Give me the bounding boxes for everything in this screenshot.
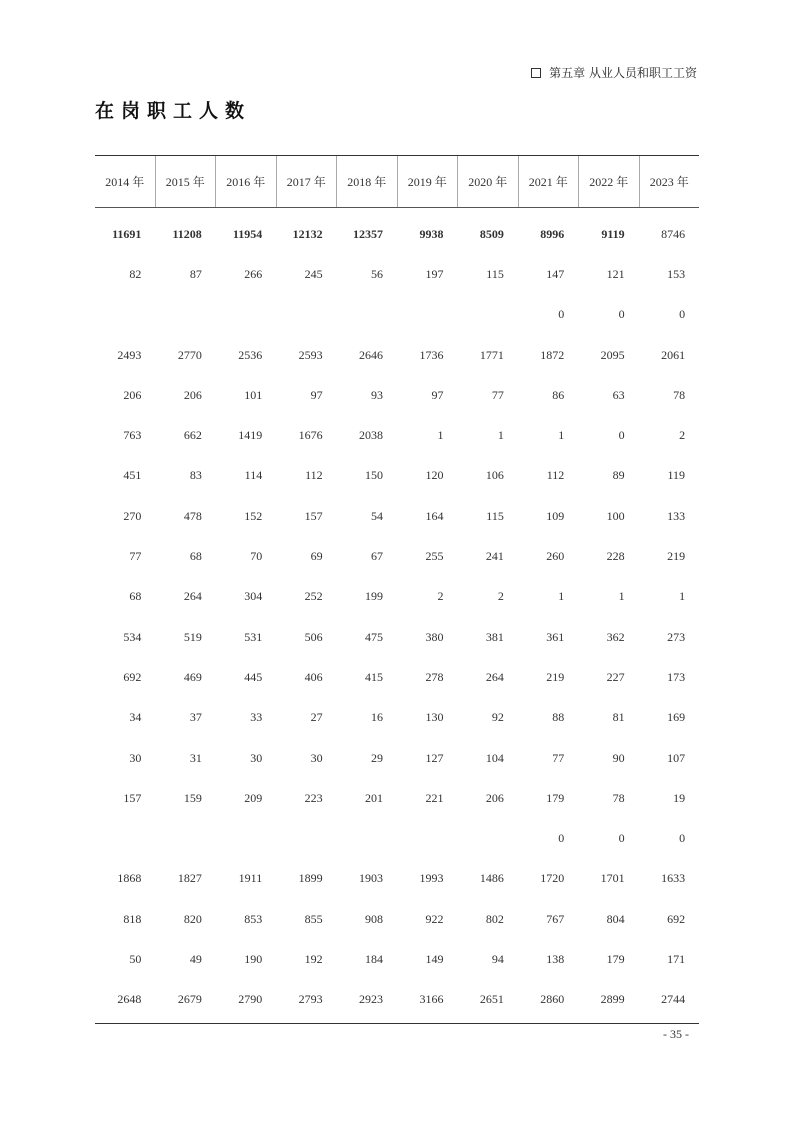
table-cell: 12132 xyxy=(292,226,323,241)
table-cell: 50 xyxy=(129,951,142,966)
table-cell: 209 xyxy=(244,790,263,805)
table-cell: 260 xyxy=(546,549,565,564)
table-row xyxy=(95,577,699,617)
table-cell: 252 xyxy=(304,589,323,604)
table-cell: 97 xyxy=(310,387,323,402)
table-cell: 169 xyxy=(667,710,686,725)
table-cell: 804 xyxy=(606,911,625,926)
table-cell: 1633 xyxy=(661,871,686,886)
table-cell: 33 xyxy=(250,710,263,725)
table-cell: 1899 xyxy=(298,871,323,886)
table-cell: 255 xyxy=(425,549,444,564)
table-row-total xyxy=(95,214,699,254)
table-cell: 415 xyxy=(365,669,384,684)
table-cell: 1911 xyxy=(238,871,263,886)
table-row xyxy=(95,415,699,455)
table-cell: 2 xyxy=(497,589,504,604)
table-cell: 519 xyxy=(183,629,202,644)
table-cell: 662 xyxy=(183,428,202,443)
chapter-title: 第五章 从业人员和职工工资 xyxy=(549,66,697,80)
table-cell: 179 xyxy=(546,790,565,805)
table-cell: 89 xyxy=(612,468,625,483)
table-cell: 190 xyxy=(244,951,263,966)
table-cell: 56 xyxy=(371,266,384,281)
table-cell: 763 xyxy=(123,428,142,443)
table-cell: 197 xyxy=(425,266,444,281)
table-cell: 362 xyxy=(606,629,625,644)
table-cell: 121 xyxy=(606,266,625,281)
table-cell: 692 xyxy=(123,669,142,684)
table-cell: 1872 xyxy=(540,347,565,362)
table-row xyxy=(95,939,699,979)
column-header-2015: 2015 年 xyxy=(155,156,216,207)
table-cell: 908 xyxy=(365,911,384,926)
table-cell: 2536 xyxy=(238,347,263,362)
table-bottom-rule xyxy=(95,1023,699,1024)
table-cell: 2790 xyxy=(238,992,263,1007)
table-cell: 0 xyxy=(558,307,565,322)
table-cell: 37 xyxy=(189,710,202,725)
table-cell: 206 xyxy=(485,790,504,805)
table-cell: 114 xyxy=(244,468,263,483)
table-cell: 1903 xyxy=(359,871,384,886)
table-cell: 2038 xyxy=(359,428,384,443)
table-cell: 107 xyxy=(667,750,686,765)
table-cell: 478 xyxy=(183,508,202,523)
table-cell: 30 xyxy=(250,750,263,765)
table-cell: 115 xyxy=(486,508,504,523)
table-cell: 445 xyxy=(244,669,263,684)
table-cell: 93 xyxy=(371,387,384,402)
table-cell: 119 xyxy=(667,468,686,483)
table-cell: 88 xyxy=(552,710,565,725)
table-cell: 2061 xyxy=(661,347,686,362)
table-cell: 227 xyxy=(606,669,625,684)
table-cell: 802 xyxy=(485,911,504,926)
table-row xyxy=(95,617,699,657)
table-cell: 506 xyxy=(304,629,323,644)
table-row xyxy=(95,375,699,415)
column-header-2017: 2017 年 xyxy=(276,156,337,207)
table-cell: 112 xyxy=(546,468,565,483)
table-cell: 11208 xyxy=(172,226,202,241)
table-cell: 54 xyxy=(371,508,384,523)
table-cell: 361 xyxy=(546,629,565,644)
table-cell: 12357 xyxy=(353,226,384,241)
table-cell: 853 xyxy=(244,911,263,926)
table-cell: 1 xyxy=(618,589,625,604)
table-cell: 2493 xyxy=(117,347,142,362)
table-cell: 767 xyxy=(546,911,565,926)
table-cell: 406 xyxy=(304,669,323,684)
table-cell: 270 xyxy=(123,508,142,523)
table-row xyxy=(95,738,699,778)
table-cell: 9119 xyxy=(601,226,625,241)
table-cell: 2095 xyxy=(600,347,625,362)
table-cell: 69 xyxy=(310,549,323,564)
table-cell: 68 xyxy=(189,549,202,564)
table-cell: 820 xyxy=(183,911,202,926)
table-cell: 101 xyxy=(244,387,263,402)
table-cell: 86 xyxy=(552,387,565,402)
table-cell: 1720 xyxy=(540,871,565,886)
table-cell: 179 xyxy=(606,951,625,966)
table-cell: 106 xyxy=(485,468,504,483)
table-cell: 1993 xyxy=(419,871,444,886)
table-cell: 2593 xyxy=(298,347,323,362)
table-cell: 112 xyxy=(305,468,323,483)
table-cell: 475 xyxy=(365,629,384,644)
table-cell: 138 xyxy=(546,951,565,966)
table-cell: 77 xyxy=(491,387,504,402)
table-cell: 152 xyxy=(244,508,263,523)
table-cell: 1 xyxy=(497,428,504,443)
table-cell: 11691 xyxy=(112,226,142,241)
table-cell: 8996 xyxy=(540,226,565,241)
table-cell: 92 xyxy=(491,710,504,725)
table-row xyxy=(95,778,699,818)
column-header-2016: 2016 年 xyxy=(215,156,276,207)
table-cell: 266 xyxy=(244,266,263,281)
table-cell: 855 xyxy=(304,911,323,926)
table-cell: 82 xyxy=(129,266,142,281)
table-cell: 2899 xyxy=(600,992,625,1007)
table-row xyxy=(95,859,699,899)
table-cell: 245 xyxy=(304,266,323,281)
table-cell: 19 xyxy=(673,790,686,805)
table-cell: 16 xyxy=(371,710,384,725)
table-row xyxy=(95,980,699,1020)
table-cell: 1676 xyxy=(298,428,323,443)
table-cell: 83 xyxy=(189,468,202,483)
table-cell: 81 xyxy=(612,710,625,725)
table-cell: 127 xyxy=(425,750,444,765)
table-cell: 380 xyxy=(425,629,444,644)
table-cell: 2679 xyxy=(177,992,202,1007)
table-cell: 70 xyxy=(250,549,263,564)
table-cell: 149 xyxy=(425,951,444,966)
table-cell: 8509 xyxy=(479,226,504,241)
table-cell: 1419 xyxy=(238,428,263,443)
page-number: - 35 - xyxy=(663,1027,689,1041)
table-cell: 77 xyxy=(552,750,565,765)
table-cell: 3166 xyxy=(419,992,444,1007)
column-header-2021: 2021 年 xyxy=(518,156,579,207)
table-cell: 104 xyxy=(485,750,504,765)
table-cell: 228 xyxy=(606,549,625,564)
table-cell: 201 xyxy=(365,790,384,805)
table-cell: 147 xyxy=(546,266,565,281)
table-cell: 2648 xyxy=(117,992,142,1007)
table-cell: 11954 xyxy=(232,226,263,241)
table-cell: 1868 xyxy=(117,871,142,886)
table-cell: 90 xyxy=(612,750,625,765)
table-cell: 130 xyxy=(425,710,444,725)
table-cell: 1827 xyxy=(177,871,202,886)
table-cell: 2793 xyxy=(298,992,323,1007)
chapter-header xyxy=(531,64,697,81)
table-cell: 818 xyxy=(123,911,142,926)
table-cell: 219 xyxy=(667,549,686,564)
table-cell: 1 xyxy=(558,428,565,443)
table-cell: 192 xyxy=(304,951,323,966)
table-cell: 469 xyxy=(183,669,202,684)
table-cell: 68 xyxy=(129,589,142,604)
table-cell: 199 xyxy=(365,589,384,604)
table-cell: 49 xyxy=(189,951,202,966)
table-cell: 0 xyxy=(558,831,565,846)
table-cell: 153 xyxy=(667,266,686,281)
table-cell: 2 xyxy=(679,428,686,443)
table-cell: 0 xyxy=(618,831,625,846)
table-cell: 1771 xyxy=(479,347,504,362)
table-cell: 2 xyxy=(437,589,444,604)
table-cell: 157 xyxy=(123,790,142,805)
table-header-row xyxy=(95,156,699,208)
table-cell: 97 xyxy=(431,387,444,402)
table-cell: 451 xyxy=(123,468,142,483)
table-cell: 34 xyxy=(129,710,142,725)
table-cell: 1486 xyxy=(479,871,504,886)
table-cell: 115 xyxy=(486,266,504,281)
table-cell: 94 xyxy=(491,951,504,966)
table-row xyxy=(95,818,699,858)
table-cell: 109 xyxy=(546,508,565,523)
table-cell: 2646 xyxy=(359,347,384,362)
table-cell: 2651 xyxy=(479,992,504,1007)
table-cell: 150 xyxy=(365,468,384,483)
table-cell: 2744 xyxy=(661,992,686,1007)
table-cell: 67 xyxy=(371,549,384,564)
table-row xyxy=(95,698,699,738)
table-cell: 221 xyxy=(425,790,444,805)
table-cell: 206 xyxy=(123,387,142,402)
table-cell: 1736 xyxy=(419,347,444,362)
table-cell: 171 xyxy=(667,951,686,966)
column-header-2023: 2023 年 xyxy=(639,156,700,207)
table-cell: 381 xyxy=(485,629,504,644)
table-cell: 692 xyxy=(667,911,686,926)
table-cell: 159 xyxy=(183,790,202,805)
table-cell: 27 xyxy=(310,710,323,725)
table-cell: 2923 xyxy=(359,992,384,1007)
table-cell: 241 xyxy=(485,549,504,564)
square-bullet-icon xyxy=(531,68,541,78)
table-cell: 30 xyxy=(129,750,142,765)
table-cell: 78 xyxy=(673,387,686,402)
table-cell: 133 xyxy=(667,508,686,523)
table-cell: 184 xyxy=(365,951,384,966)
page-title: 在岗职工人数 xyxy=(95,100,252,122)
table-cell: 223 xyxy=(304,790,323,805)
table-cell: 278 xyxy=(425,669,444,684)
column-header-2019: 2019 年 xyxy=(397,156,458,207)
table-row xyxy=(95,536,699,576)
column-header-2014: 2014 年 xyxy=(105,175,145,189)
table-cell: 30 xyxy=(310,750,323,765)
table-cell: 2770 xyxy=(177,347,202,362)
table-cell: 120 xyxy=(425,468,444,483)
table-cell: 219 xyxy=(546,669,565,684)
table-cell: 1701 xyxy=(600,871,625,886)
table-cell: 2860 xyxy=(540,992,565,1007)
table-cell: 164 xyxy=(425,508,444,523)
table-cell: 63 xyxy=(612,387,625,402)
table-cell: 9938 xyxy=(419,226,444,241)
table-row xyxy=(95,295,699,335)
table-cell: 100 xyxy=(606,508,625,523)
table-row xyxy=(95,254,699,294)
table-row xyxy=(95,657,699,697)
table-cell: 77 xyxy=(129,549,142,564)
table-cell: 173 xyxy=(667,669,686,684)
column-header-2018: 2018 年 xyxy=(336,156,397,207)
table-cell: 87 xyxy=(189,266,202,281)
table-cell: 264 xyxy=(485,669,504,684)
column-header-2020: 2020 年 xyxy=(457,156,518,207)
table-cell: 1 xyxy=(558,589,565,604)
table-cell: 0 xyxy=(679,831,686,846)
table-cell: 1 xyxy=(679,589,686,604)
table-cell: 31 xyxy=(189,750,202,765)
column-header-2022: 2022 年 xyxy=(578,156,639,207)
table-cell: 78 xyxy=(612,790,625,805)
table-cell: 534 xyxy=(123,629,142,644)
table-cell: 206 xyxy=(183,387,202,402)
table-cell: 1 xyxy=(437,428,444,443)
table-row xyxy=(95,456,699,496)
table-row xyxy=(95,335,699,375)
table-cell: 922 xyxy=(425,911,444,926)
table-cell: 157 xyxy=(304,508,323,523)
table-cell: 304 xyxy=(244,589,263,604)
table-cell: 0 xyxy=(618,428,625,443)
table-row xyxy=(95,899,699,939)
table-cell: 531 xyxy=(244,629,263,644)
table-cell: 0 xyxy=(679,307,686,322)
table-cell: 264 xyxy=(183,589,202,604)
table-cell: 273 xyxy=(667,629,686,644)
table-cell: 0 xyxy=(618,307,625,322)
table-row xyxy=(95,496,699,536)
table-cell: 29 xyxy=(371,750,384,765)
table-body xyxy=(95,214,699,1020)
table-cell: 8746 xyxy=(661,226,686,241)
